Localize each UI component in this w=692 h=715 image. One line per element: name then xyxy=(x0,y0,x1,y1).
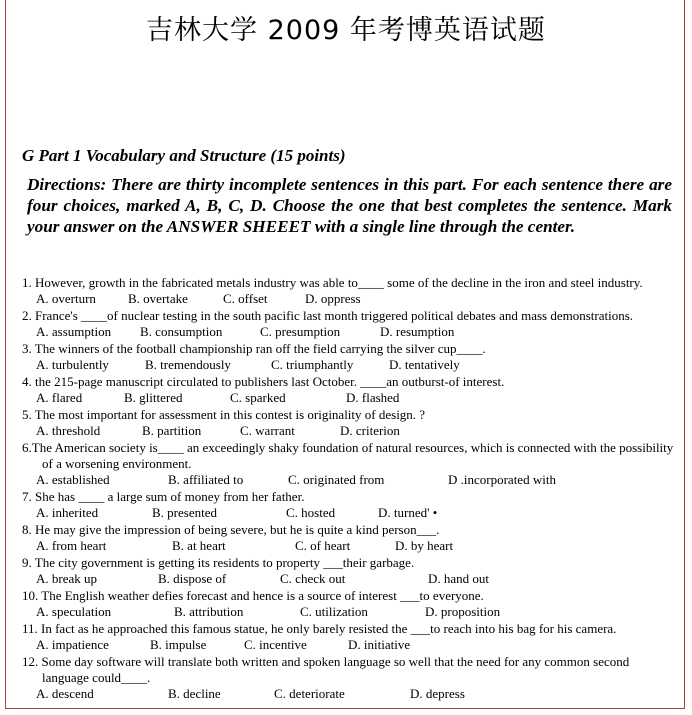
option-c: C. incentive xyxy=(244,637,307,652)
option-a: A. inherited xyxy=(36,505,99,520)
option-d: D .incorporated with xyxy=(448,472,556,487)
option-c: C. of heart xyxy=(295,538,351,553)
option-c: C. offset xyxy=(223,291,268,306)
page-title: 吉林大学 2009 年考博英语试题 xyxy=(146,15,546,46)
option-row xyxy=(22,291,677,307)
question-stem: 9. The city government is getting its residents to property ___their garbage. xyxy=(22,555,415,570)
option-c: C. check out xyxy=(280,571,346,586)
directions-text: Directions: There are thirty incomplete sentences in this part. For each sentence there are four choices, marked A, B, C, D. Choose the one that best completes the sentence. Mark your answer on the ANSWER SHEEET with a single line through the center. xyxy=(27,175,672,236)
option-d: D. resumption xyxy=(380,324,455,339)
option-d: D. turned' • xyxy=(378,505,438,520)
question-list xyxy=(22,275,677,703)
option-d: D. oppress xyxy=(305,291,361,306)
option-c: C. deteriorate xyxy=(274,686,345,701)
question-item xyxy=(22,374,677,406)
option-c: C. sparked xyxy=(230,390,286,405)
question-item xyxy=(22,489,677,521)
option-b: B. partition xyxy=(142,423,202,438)
question-stem: 5. The most important for assessment in this contest is originality of design. ? xyxy=(22,407,426,422)
question-item xyxy=(22,440,677,488)
option-b: B. impulse xyxy=(150,637,207,652)
question-item xyxy=(22,555,677,587)
question-stem: 3. The winners of the football championship ran off the field carrying the silver cup____. xyxy=(22,341,486,356)
option-c: C. warrant xyxy=(240,423,295,438)
option-b: B. consumption xyxy=(140,324,223,339)
question-stem: 6.The American society is____ an exceedingly shaky foundation of natural resources, which is connected with the possibility of a worsening environment. xyxy=(22,440,674,471)
question-stem: 12. Some day software will translate both written and spoken language so well that the need for any common second language could____. xyxy=(22,654,630,685)
question-stem: 4. the 215-page manuscript circulated to publishers last October. ____an outburst-of interest. xyxy=(22,374,505,389)
option-a: A. speculation xyxy=(36,604,112,619)
option-c: C. originated from xyxy=(288,472,385,487)
option-a: A. from heart xyxy=(36,538,107,553)
option-d: D. proposition xyxy=(425,604,501,619)
option-d: D. tentatively xyxy=(389,357,460,372)
option-row xyxy=(22,505,677,521)
option-a: A. descend xyxy=(36,686,94,701)
option-a: A. established xyxy=(36,472,110,487)
option-row xyxy=(22,324,677,340)
option-row xyxy=(22,686,677,702)
question-stem: 10. The English weather defies forecast and hence is a source of interest ___to everyone. xyxy=(22,588,484,603)
question-stem: 8. He may give the impression of being severe, but he is quite a kind person___. xyxy=(22,522,440,537)
question-item xyxy=(22,588,677,620)
option-row xyxy=(22,423,677,439)
option-b: B. presented xyxy=(152,505,217,520)
option-a: A. turbulently xyxy=(36,357,109,372)
option-c: C. presumption xyxy=(260,324,341,339)
option-b: B. decline xyxy=(168,686,221,701)
option-row xyxy=(22,604,677,620)
option-a: A. break up xyxy=(36,571,98,586)
option-row xyxy=(22,637,677,653)
question-item xyxy=(22,308,677,340)
option-b: B. glittered xyxy=(124,390,183,405)
question-stem: 1. However, growth in the fabricated metals industry was able to____ some of the decline in the iron and steel industry. xyxy=(22,275,643,290)
question-stem: 2. France's ____of nuclear testing in the south pacific last month triggered political debates and mass demonstrations. xyxy=(22,308,634,323)
question-item xyxy=(22,621,677,653)
option-b: B. affiliated to xyxy=(168,472,244,487)
option-a: A. overturn xyxy=(36,291,96,306)
option-row xyxy=(22,538,677,554)
option-d: D. criterion xyxy=(340,423,400,438)
option-d: D. depress xyxy=(410,686,465,701)
option-a: A. flared xyxy=(36,390,83,405)
question-item xyxy=(22,407,677,439)
option-a: A. assumption xyxy=(36,324,112,339)
option-b: B. attribution xyxy=(174,604,244,619)
question-item xyxy=(22,522,677,554)
question-stem: 11. In fact as he approached this famous statue, he only barely resisted the ___to reach into his bag for his camera. xyxy=(22,621,617,636)
option-d: D. by heart xyxy=(395,538,454,553)
option-d: D. flashed xyxy=(346,390,400,405)
option-b: B. at heart xyxy=(172,538,226,553)
option-b: B. tremendously xyxy=(145,357,231,372)
option-a: A. threshold xyxy=(36,423,101,438)
option-row xyxy=(22,390,677,406)
question-stem: 7. She has ____ a large sum of money from her father. xyxy=(22,489,305,504)
part-heading: G Part 1 Vocabulary and Structure (15 points) xyxy=(22,146,346,165)
question-item xyxy=(22,654,677,702)
option-row xyxy=(22,571,677,587)
option-d: D. hand out xyxy=(428,571,490,586)
option-b: B. overtake xyxy=(128,291,188,306)
option-c: C. hosted xyxy=(286,505,336,520)
option-a: A. impatience xyxy=(36,637,109,652)
option-d: D. initiative xyxy=(348,637,411,652)
question-item xyxy=(22,275,677,307)
question-item xyxy=(22,341,677,373)
option-row xyxy=(22,472,677,488)
option-c: C. utilization xyxy=(300,604,368,619)
option-row xyxy=(22,357,677,373)
option-c: C. triumphantly xyxy=(271,357,354,372)
option-b: B. dispose of xyxy=(158,571,227,586)
